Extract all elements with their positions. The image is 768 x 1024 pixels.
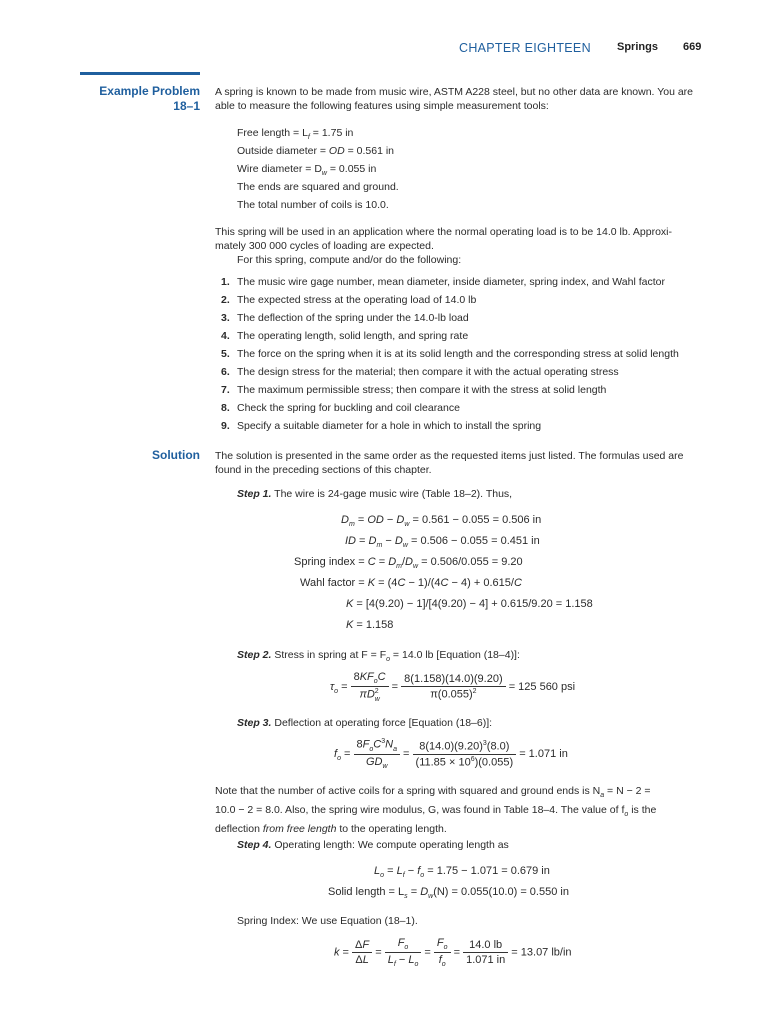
rate-fraction-delta: $\frac{\Delta F}{\Delta L}$ [352, 939, 372, 966]
task-item: Specify a suitable diameter for a hole in which to install the spring [237, 420, 542, 432]
use-paragraph [215, 225, 705, 267]
solution-intro-line: The solution is presented in the same order as the requested items just listed. The formulas used are [215, 450, 684, 462]
feature-ends: The ends are squared and ground. [237, 181, 399, 193]
task-item: The design stress for the material; then compare it with the actual operating stress [237, 366, 619, 378]
feature-free-length: Free length = $L_f = 1.75$ in [237, 127, 354, 142]
use-line: This spring will be used in an application where the normal operating load is to be 14.0 lb. Approxi- [215, 226, 673, 238]
example-intro [215, 85, 705, 113]
task-item: The music wire gage number, mean diameter, inside diameter, spring index, and Wahl factor [237, 276, 665, 288]
rate-fraction-lengths: $\frac{F_o}{L_f - L_o}$ [385, 937, 422, 968]
equation-solid-length: Solid length = $L_s = D_w(N) = 0.055(10.0) = 0.550$ in [328, 886, 569, 901]
fo-fraction-symbolic: $\frac{8F_oC^3N_a}{GD_w}$ [354, 738, 400, 770]
equation-tau: $\tau_o$ = $\frac{8KF_oC}{\pi D^2_w}$ = $\frac{8(1.158)(14.0)(9.20)}{\pi(0.055)^2}$ = 125 560 psi [330, 671, 576, 704]
section-rule [80, 72, 200, 75]
equation-fo: $f_o$ = $\frac{8F_oC^3N_a}{GD_w}$ = $\frac{8(14.0)(9.20)^3(8.0)}{(11.85 \times 10^6)(0.055)}$ = 1.071 in [334, 738, 568, 771]
equation-id: ID = $D_m - D_w = 0.506 - 0.055 = 0.451$ in [345, 535, 540, 550]
page-number: 669 [683, 41, 702, 53]
note-line: deflection from free length to the operating length. [215, 823, 447, 836]
intro-line: A spring is known to be made from music wire, ASTM A228 steel, but no other data are known. You are [215, 86, 694, 98]
equation-dm: $D_m$ = OD − $D_w = 0.561 - 0.055 = 0.506$ in [341, 514, 542, 529]
task-item: The operating length, solid length, and spring rate [237, 330, 469, 342]
task-number: 2. [221, 294, 230, 306]
equation-k-final: K = 1.158 [346, 619, 394, 631]
task-item: The deflection of the spring under the 14.0-lb load [237, 312, 469, 324]
rate-fraction-fo: $\frac{F_o}{f_o}$ [434, 937, 451, 968]
task-number: 3. [221, 312, 230, 324]
solution-intro [215, 449, 705, 477]
step3-paragraph: Step 3. Deflection at operating force [Equation (18–6)]: [237, 717, 493, 729]
use-line: For this spring, compute and/or do the following: [237, 254, 462, 266]
equation-wahl: Wahl factor = K = (4C − 1)/(4C − 4) + 0.615/C [300, 577, 522, 589]
fo-fraction-numeric: $\frac{8(14.0)(9.20)^3(8.0)}{(11.85 \times 10^6)(0.055)}$ [413, 740, 517, 768]
equation-spring-index: Spring index = $C = D_m/D_w = 0.506/0.055 = 9.20$ [294, 556, 523, 571]
task-number: 9. [221, 420, 230, 432]
feature-wire-diameter: Wire diameter = $D_w = 0.055$ in [237, 163, 377, 178]
spring-index-text: Spring Index: We use Equation (18–1). [237, 915, 418, 927]
feature-outside-diameter: Outside diameter = OD = 0.561 in [237, 145, 395, 157]
step2-paragraph: Step 2. Stress in spring at $F = F_o = 14.0$ lb [Equation (18–4)]: [237, 649, 520, 664]
task-number: 6. [221, 366, 230, 378]
note-line: Note that the number of active coils for a spring with squared and ground ends is $N_a = N - 2$ = [215, 785, 651, 800]
step1-paragraph: Step 1. The wire is 24-gage music wire (Table 18–2). Thus, [237, 488, 513, 500]
chapter-heading: CHAPTER EIGHTEEN [459, 41, 591, 55]
task-number: 7. [221, 384, 230, 396]
note-line: 10.0 − 2 = 8.0. Also, the spring wire modulus, G, was found in Table 18–4. The value of $f_o$ is the [215, 804, 657, 819]
example-problem-label [60, 84, 200, 114]
example-label-line1: Example Problem [99, 84, 200, 98]
equation-lo: $L_o = L_f - f_o = 1.75 - 1.071 = 0.679$ in [374, 865, 550, 880]
step4-paragraph: Step 4. Operating length: We compute operating length as [237, 839, 509, 851]
rate-fraction-numeric: $\frac{14.0 lb}{1.071 in}$ [463, 939, 508, 966]
running-title: Springs [617, 41, 658, 53]
task-number: 5. [221, 348, 230, 360]
task-number: 4. [221, 330, 230, 342]
task-number: 1. [221, 276, 230, 288]
note-paragraph [215, 784, 705, 836]
equation-k-calc: K = [4(9.20) − 1]/[4(9.20) − 4] + 0.615/9.20 = 1.158 [346, 598, 593, 610]
task-item: Check the spring for buckling and coil clearance [237, 402, 460, 414]
solution-intro-line: found in the preceding sections of this chapter. [215, 464, 432, 476]
equation-spring-rate: k = $\frac{\Delta F}{\Delta L}$ = $\frac{F_o}{L_f - L_o}$ = $\frac{F_o}{f_o}$ = $\frac{14.0 lb}{1.071 in}$ = 13.07 lb/in [334, 937, 572, 969]
intro-line: able to measure the following features using simple measurement tools: [215, 100, 549, 112]
tau-fraction-symbolic: $\frac{8KF_oC}{\pi D^2_w}$ [351, 671, 389, 703]
solution-label: Solution [152, 448, 200, 462]
tau-fraction-numeric: $\frac{8(1.158)(14.0)(9.20)}{\pi(0.055)^2}$ [401, 673, 505, 701]
task-item: The maximum permissible stress; then compare it with the stress at solid length [237, 384, 607, 396]
task-item: The force on the spring when it is at its solid length and the corresponding stress at solid length [237, 348, 679, 360]
task-number: 8. [221, 402, 230, 414]
feature-coils: The total number of coils is 10.0. [237, 199, 389, 211]
use-line: mately 300 000 cycles of loading are expected. [215, 240, 434, 252]
task-item: The expected stress at the operating load of 14.0 lb [237, 294, 477, 306]
example-label-line2: 18–1 [173, 99, 200, 113]
